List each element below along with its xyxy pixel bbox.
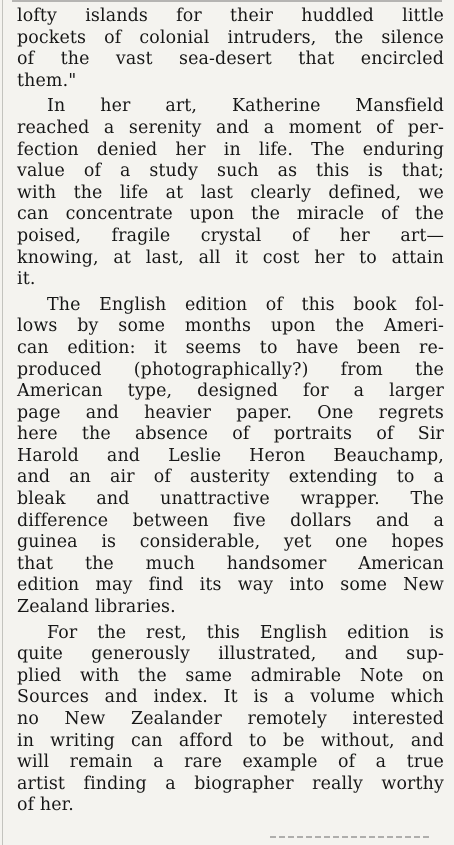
article-column [17,6,444,821]
column-divider [2,0,3,845]
text-line: of the vast sea-desert that encircled [17,49,444,70]
paragraph-1 [17,6,444,92]
text-line: plied with the same admirable Note on [17,665,444,686]
bottom-divider [270,836,430,838]
text-line: For the rest, this English edition is [47,622,444,643]
text-line: with the life at last clearly defined, we [17,182,444,203]
text-line: pockets of colonial intruders, the silence [17,27,444,48]
text-line: can edition: it seems to have been re- [17,337,444,358]
text-line: In her art, Katherine Mansfield [47,96,444,117]
text-line: that the much handsomer American [17,553,444,574]
text-line: lofty islands for their huddled little [17,6,444,26]
text-line: no New Zealander remotely interested [17,709,444,729]
text-line: it. [17,269,36,290]
text-line: The English edition of this book fol- [47,294,444,315]
text-line: reached a serenity and a moment of per- [17,117,444,138]
text-line: quite generously illustrated, and sup- [17,644,444,665]
text-line: poised, fragile crystal of her art— [17,225,444,246]
text-line: will remain a rare example of a true [17,752,444,773]
top-divider [12,0,442,2]
text-line: edition may find its way into some New [17,575,444,596]
text-line: difference between five dollars and a [17,510,444,531]
paragraph-3 [17,295,444,619]
text-line: can concentrate upon the miracle of the [17,204,444,225]
text-line: Sources and index. It is a volume which [17,687,444,708]
text-line: Harold and Leslie Heron Beauchamp, [17,445,444,466]
paragraph-2 [17,96,444,290]
text-line: produced (photographically?) from the [17,359,444,380]
text-line: them." [17,70,77,91]
text-line: Zealand libraries. [17,597,176,618]
text-line: of her. [17,795,74,816]
text-line: and an air of austerity extending to a [17,467,444,488]
text-line: bleak and unattractive wrapper. The [17,489,444,510]
text-line: American type, designed for a larger [17,381,444,402]
text-line: page and heavier paper. One regrets [17,402,444,423]
text-line: knowing, at last, all it cost her to attain [17,247,444,268]
text-line: artist finding a biographer really worthy [17,773,444,794]
text-line: guinea is considerable, yet one hopes [17,532,444,553]
paragraph-4 [17,623,444,817]
text-line: in writing can afford to be without, and [17,730,444,751]
text-line: fection denied her in life. The enduring [17,139,444,160]
text-line: lows by some months upon the Ameri- [17,316,444,337]
text-line: value of a study such as this is that; [17,161,444,182]
text-line: here the absence of portraits of Sir [17,424,444,445]
